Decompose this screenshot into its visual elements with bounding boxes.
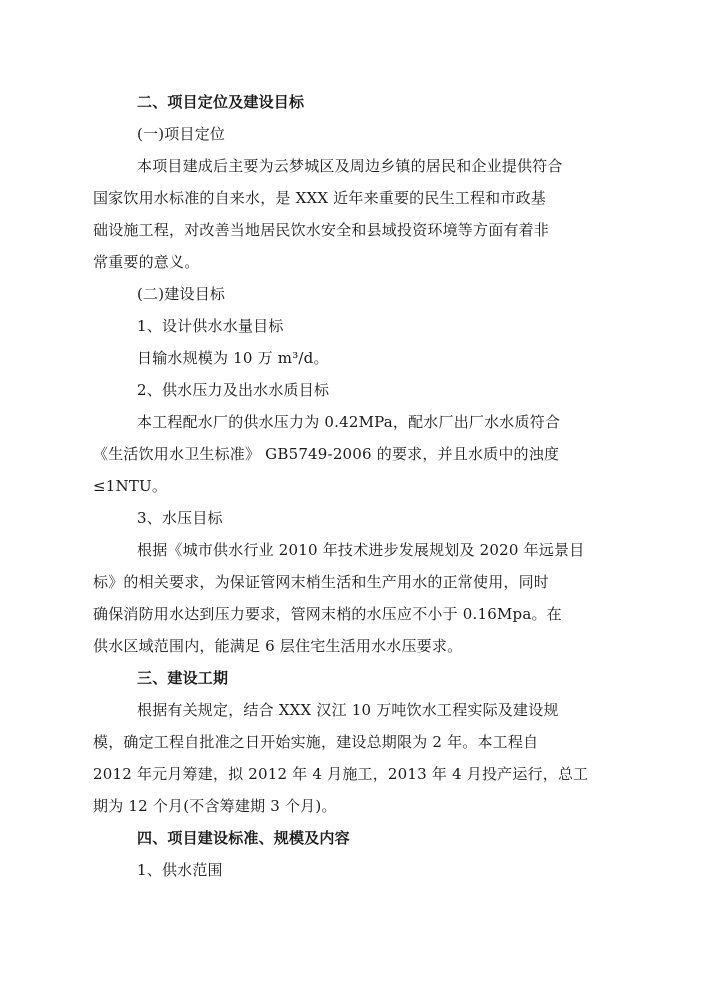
item-1-text: 日输水规模为 10 万 m³/d。 [137,349,329,367]
paragraph-line: 模，确定工程自批准之日开始实施，建设总期限为 2 年。本工程自 [93,733,539,751]
paragraph-line: 供水区域范围内，能满足 6 层住宅生活用水水压要求。 [93,637,463,655]
paragraph-line: 根据有关规定，结合 XXX 汉江 10 万吨饮水工程实际及建设规 [137,701,559,719]
item-2-heading: 2、供水压力及出水水质目标 [137,381,330,399]
item-1-heading: 1、设计供水水量目标 [137,317,284,335]
paragraph-line: 《生活饮用水卫生标准》 GB5749-2006 的要求，并且水质中的浊度 [93,445,560,463]
section-4-heading: 四、项目建设标准、规模及内容 [137,829,350,847]
item-3-heading: 3、水压目标 [137,509,223,527]
subsection-1-heading: (一)项目定位 [137,125,226,143]
section-3-heading: 三、建设工期 [137,669,229,687]
paragraph-line: 根据《城市供水行业 2010 年技术进步发展规划及 2020 年远景目 [137,541,585,559]
paragraph-line: 常重要的意义。 [93,253,200,271]
paragraph-line: 本项目建成后主要为云梦城区及周边乡镇的居民和企业提供符合 [137,157,563,175]
paragraph-line: 期为 12 个月(不含筹建期 3 个月)。 [93,797,337,815]
section-4-item-1-heading: 1、供水范围 [137,861,223,879]
paragraph-line: ≤1NTU。 [93,477,168,495]
paragraph-line: 础设施工程，对改善当地居民饮水安全和县域投资环境等方面有着非 [93,221,550,239]
paragraph-line: 确保消防用水达到压力要求，管网末梢的水压应不小于 0.16Mpa。在 [93,605,562,623]
paragraph-line: 本工程配水厂的供水压力为 0.42MPa，配水厂出厂水水质符合 [137,413,561,431]
paragraph-line: 国家饮用水标准的自来水，是 XXX 近年来重要的民生工程和市政基 [93,189,546,207]
paragraph-line: 标》的相关要求，为保证管网末梢生活和生产用水的正常使用，同时 [93,573,550,591]
subsection-2-heading: (二)建设目标 [137,285,226,303]
paragraph-line: 2012 年元月筹建，拟 2012 年 4 月施工，2013 年 4 月投产运行，总工 [93,765,589,783]
section-2-heading: 二、项目定位及建设目标 [137,93,305,111]
